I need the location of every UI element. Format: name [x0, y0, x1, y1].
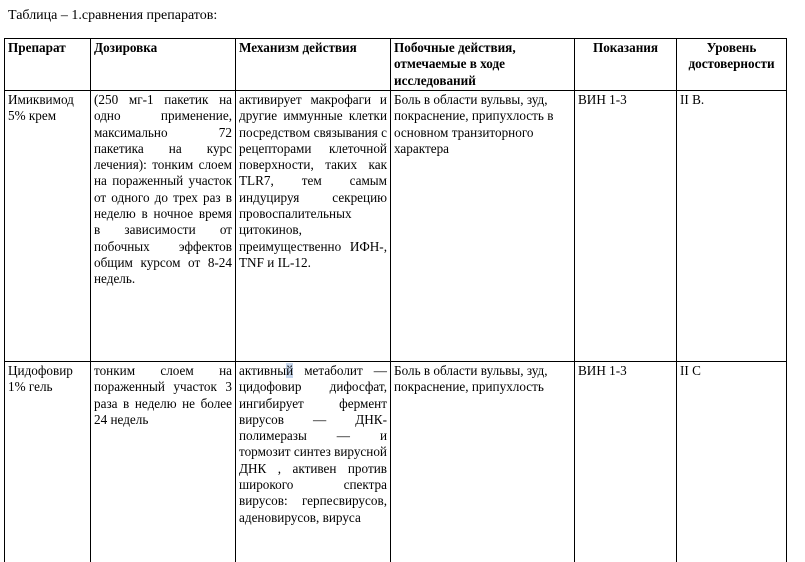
table-row	[5, 91, 787, 362]
cell-side-effects: Боль в области вульвы, зуд, покраснение, припухлость	[391, 362, 575, 562]
cell-drug: Имиквимод 5% крем	[5, 91, 91, 362]
header-mechanism: Механизм действия	[236, 39, 391, 91]
table-header-row	[5, 39, 787, 91]
cell-dosage: тонким слоем на пораженный участок 3 раза в неделю не более 24 недель	[91, 362, 236, 562]
cell-drug: Цидофовир 1% гель	[5, 362, 91, 562]
header-dosage: Дозировка	[91, 39, 236, 91]
selected-text: активны	[239, 363, 286, 378]
cell-mechanism[interactable]	[236, 362, 391, 562]
text-cursor-highlight: й	[286, 363, 293, 378]
table-row	[5, 362, 787, 562]
cell-indications: ВИН 1-3	[575, 91, 677, 362]
table-caption: Таблица – 1.сравнения препаратов:	[8, 7, 217, 24]
header-evidence: Уровень достоверности	[677, 39, 787, 91]
header-side-effects: Побочные действия, отмечаемые в ходе исследований	[391, 39, 575, 91]
drug-comparison-table	[4, 38, 787, 562]
cell-dosage: (250 мг-1 пакетик на одно применение, максимально 72 пакетика на курс лечения): тонким слоем на пораженный участок от одного до трех раз в неделю в ночное время в зависимости от побочных эффектов общим курсом от 8-24 недель.	[91, 91, 236, 362]
header-indications: Показания	[575, 39, 677, 91]
header-drug: Препарат	[5, 39, 91, 91]
cell-indications: ВИН 1-3	[575, 362, 677, 562]
cell-mechanism: активирует макрофаги и другие иммунные клетки посредством связывания с рецепторами клеточной поверхности, таких как TLR7, тем самым индуцируя секрецию провоспалительных цитокинов, преимущественно ИФН-, TNF и IL-12.	[236, 91, 391, 362]
cell-evidence: II В.	[677, 91, 787, 362]
cell-mechanism-text: метаболит — цидофовир дифосфат, ингибирует фермент вирусов — ДНК-полимеразы — и тормозит синтез вирусной ДНК , активен против широкого спектра вирусов: герпесвирусов, аденовирусов, вируса	[239, 363, 387, 525]
cell-evidence: II С	[677, 362, 787, 562]
cell-side-effects: Боль в области вульвы, зуд, покраснение, припухлость в основном транзиторного характера	[391, 91, 575, 362]
